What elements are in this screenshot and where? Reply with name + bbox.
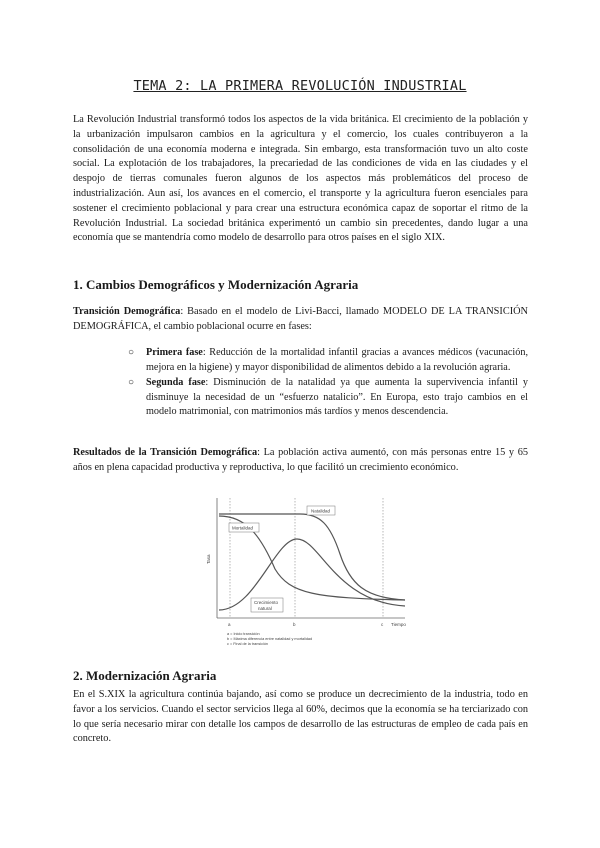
transicion-paragraph bbox=[73, 305, 528, 335]
resultados-label: Resultados de la Transición Demográfica bbox=[73, 447, 258, 458]
resultados-paragraph bbox=[73, 446, 528, 476]
transicion-text: : Basado en el modelo de Livi-Bacci, llamado MODELO DE LA TRANSICIÓN DEMOGRÁFICA, el cambio poblacional ocurre en fases: bbox=[73, 306, 528, 332]
x-axis-label: Tiempo bbox=[391, 622, 406, 627]
phase-2-text: : Disminución de la natalidad ya que aumenta la supervivencia infantil y disminuye la necesidad de un “esfuerzo natalicio”. En Europa, esto trajo cambios en el modelo matrimonial, con matrimonios más tardíos y menos descendencia. bbox=[146, 377, 528, 418]
phases-list bbox=[120, 346, 528, 421]
transicion-label: Transición Demográfica bbox=[73, 306, 181, 317]
phase-1-label: Primera fase bbox=[146, 347, 203, 358]
demographic-transition-figure bbox=[205, 494, 415, 652]
document-title: TEMA 2: LA PRIMERA REVOLUCIÓN INDUSTRIAL bbox=[133, 78, 467, 94]
phase-2-label: Segunda fase bbox=[146, 377, 206, 389]
phase-1-text: : Reducción de la mortalidad infantil gracias a avances médicos (vacunación, mejora en la higiene) y mayor disponibilidad de alimentos debido a la revolución agraria. bbox=[146, 347, 528, 373]
resultados-text: : La población activa aumentó, con más personas entre 15 y 65 años en plena capacidad productiva y reproductiva, lo que facilitó un crecimiento económico. bbox=[73, 447, 528, 473]
crecimiento-label-2: natural bbox=[258, 606, 272, 611]
transition-diagram bbox=[205, 494, 415, 652]
section-2-heading: 2. Modernización Agraria bbox=[73, 668, 217, 683]
legend-c: c = Final de la transición bbox=[227, 642, 269, 646]
phase-item-2 bbox=[120, 376, 528, 420]
section-2-paragraph: En el S.XIX la agricultura continúa bajando, así como se produce un decrecimiento de la industria, todo en favor a los servicios. Cuando el sector servicios llega al 60%, decimos que la economía se ha terciarizado con lo que sería necesario mirar con detalle los campos de desarrollo de las estructuras de empleo de cada país en concreto. bbox=[73, 689, 528, 745]
phase-item-1 bbox=[120, 346, 528, 375]
circle-bullet-icon: ○ bbox=[128, 377, 135, 389]
tick-b: b bbox=[293, 622, 296, 627]
intro-paragraph: La Revolución Industrial transformó todos los aspectos de la vida británica. El crecimiento de la población y la urbanización impulsaron cambios en la agricultura y el comercio, los cuales contribuyeron a la consolidación de una economía moderna e integrada. Sin embargo, esta transformación tuvo un alto coste social. La explotación de los trabajadores, la precariedad de las condiciones de vida en las ciudades y el despojo de tierras comunales fueron algunos de los aspectos más problemáticos del proceso de industrialización. Aun así, los avances en el comercio, el transporte y la agricultura fueron esenciales para sostener el crecimiento poblacional y para crear una estructura económica capaz de soportar el ritmo de la Revolución Industrial. La sociedad británica experimentó un cambio sin precedentes, dando lugar a una economía que se mantendría como modelo de desarrollo para otros países en el siglo XIX. bbox=[73, 114, 528, 244]
tick-c: c bbox=[381, 622, 384, 627]
crecimiento-label-1: Crecimiento bbox=[254, 600, 279, 605]
y-axis-label: Tasa bbox=[206, 554, 211, 564]
section-1-heading: 1. Cambios Demográficos y Modernización Agraria bbox=[73, 277, 359, 292]
tick-a: a bbox=[228, 622, 231, 627]
legend-a: a = Inicio transición bbox=[227, 632, 260, 636]
natalidad-label: Natalidad bbox=[311, 508, 331, 514]
legend-b: b = Máxima diferencia entre natalidad y mortalidad bbox=[227, 637, 313, 641]
circle-bullet-icon: ○ bbox=[128, 347, 135, 358]
mortalidad-label: Mortalidad bbox=[232, 525, 254, 531]
